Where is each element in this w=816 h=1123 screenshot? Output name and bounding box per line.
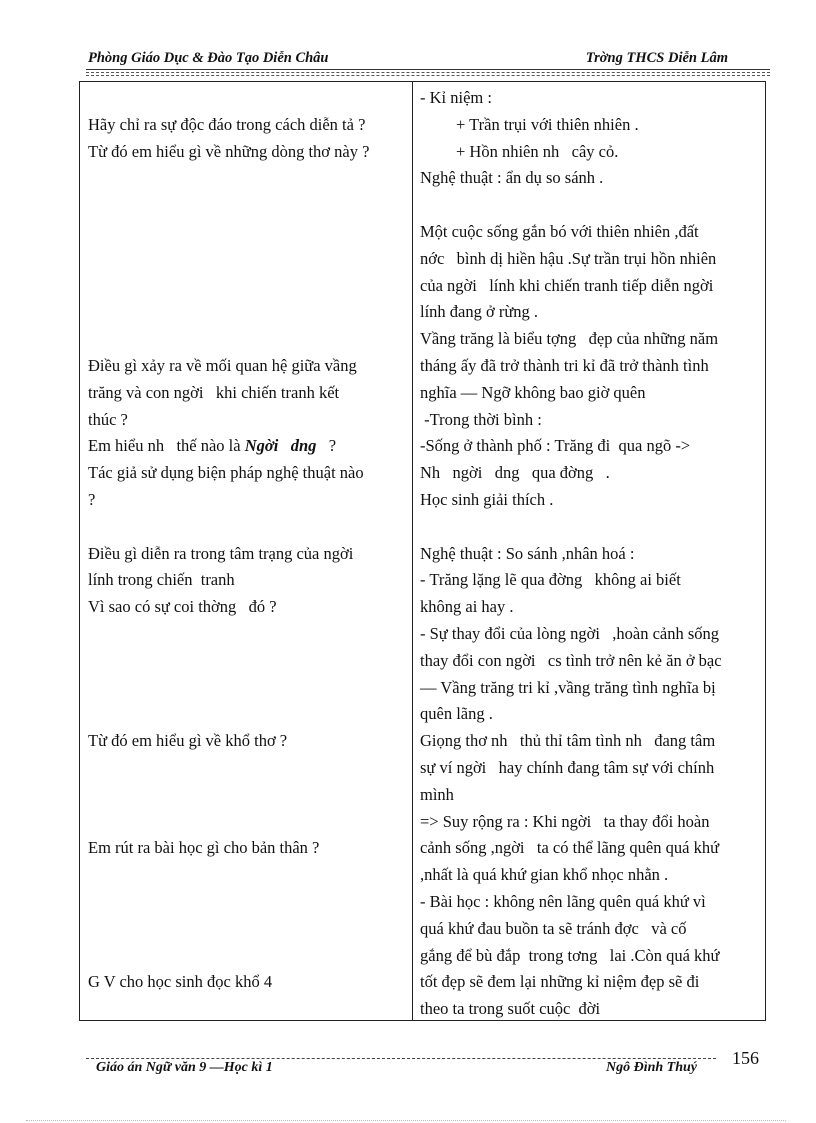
question-line: ? (88, 489, 96, 509)
question-line: Hãy chỉ ra sự độc đáo trong cách diễn tả ? (88, 114, 366, 134)
question-line: G V cho học sinh đọc khổ 4 (88, 972, 273, 992)
teacher-questions-column (88, 85, 406, 996)
answer-line: tháng ấy đã trở thành tri kỉ đã trở thành tình (420, 355, 709, 375)
question-line: Điều gì diễn ra trong tâm trạng của ngời (88, 543, 354, 563)
answer-line: Vầng trăng là biểu tợng đẹp của những năm (420, 329, 719, 349)
question-line: Tác giả sử dụng biện pháp nghệ thuật nào (88, 463, 364, 483)
page-number: 156 (732, 1048, 759, 1068)
answer-line: quá khứ đau buồn ta sẽ tránh đợc và cố (420, 918, 687, 938)
answer-line: nghĩa — Ngỡ không bao giờ quên (420, 382, 646, 402)
answer-line: Nghệ thuật : So sánh ,nhân hoá : (420, 543, 635, 563)
answer-line: tốt đẹp sẽ đem lại những kỉ niệm đẹp sẽ đi (420, 972, 700, 992)
answer-line: => Suy rộng ra : Khi ngời ta thay đổi hoàn (420, 811, 710, 831)
question-line: Em rút ra bài học gì cho bản thân ? (88, 838, 320, 858)
header-rule-dashed (86, 72, 770, 73)
question-line: lính trong chiến tranh (88, 570, 235, 590)
question-mark: ? (316, 436, 337, 456)
answer-line: thay đổi con ngời cs tình trở nên kẻ ăn ở bạc (420, 650, 722, 670)
question-line: Từ đó em hiểu gì về những dòng thơ này ? (88, 141, 370, 161)
footer-course-title: Giáo án Ngữ văn 9 —Học kì 1 (96, 1060, 273, 1075)
header-rule-dashed-2 (86, 75, 770, 76)
question-line: Vì sao có sự coi thờng đó ? (88, 597, 277, 617)
answer-line: + Hồn nhiên nh cây cỏ. (456, 141, 619, 161)
header-school-name: Trờng THCS Diễn Lâm (585, 50, 728, 66)
poem-title-emphasis: Ngời dng (244, 436, 317, 456)
answer-line: lính đang ở rừng . (420, 302, 539, 322)
answer-line: - Bài học : không nên lãng quên quá khứ vì (420, 891, 706, 911)
answer-line: - Kỉ niệm : (420, 88, 492, 107)
column-divider (412, 81, 413, 1021)
answer-line: nớc bình dị hiền hậu .Sự trần trụi hồn nhiên (420, 248, 717, 268)
question-line: Điều gì xảy ra về mối quan hệ giữa vầng (88, 355, 357, 375)
footer-author: Ngô Đình Thuý (606, 1060, 698, 1075)
answer-line: sự ví ngời hay chính đang tâm sự với chính (420, 757, 715, 777)
answer-line: gắng để bù đắp trong tơng lai .Còn quá khứ (420, 945, 720, 965)
question-line (88, 433, 406, 460)
answer-line: quên lãng . (420, 704, 493, 724)
answer-line: Nh ngời dng qua đờng . (420, 463, 610, 483)
answer-line: Học sinh giải thích . (420, 489, 554, 509)
answer-line: Một cuộc sống gắn bó với thiên nhiên ,đất (420, 221, 699, 241)
answer-line: + Trần trụi với thiên nhiên . (456, 114, 639, 134)
answer-line: -Trong thời bình : (420, 409, 542, 429)
answer-line: ,nhất là quá khứ gian khổ nhọc nhằn . (420, 865, 669, 885)
answer-line: không ai hay . (420, 597, 514, 617)
question-line: thúc ? (88, 409, 128, 429)
page-edge (26, 1120, 786, 1121)
answer-line: -Sống ở thành phố : Trăng đi qua ngõ -> (420, 436, 691, 456)
answer-line: mình (420, 784, 454, 804)
answer-line: Giọng thơ nh thủ thỉ tâm tình nh đang tâm (420, 731, 716, 751)
answer-line: Nghệ thuật : ẩn dụ so sánh . (420, 168, 604, 188)
answer-line: của ngời lính khi chiến tranh tiếp diễn ngời (420, 275, 714, 295)
answer-line: - Trăng lặng lẽ qua đờng không ai biết (420, 570, 681, 590)
answer-line: theo ta trong suốt cuộc đời (420, 999, 601, 1019)
question-text: Em hiểu nh thế nào là (88, 436, 245, 456)
question-line: trăng và con ngời khi chiến tranh kết (88, 382, 340, 402)
answers-column (420, 85, 762, 1023)
header-school-office: Phòng Giáo Dục & Đào Tạo Diễn Châu (88, 50, 329, 66)
answer-line: cảnh sống ,ngời ta có thể lãng quên quá khứ (420, 838, 720, 858)
header-rule (86, 69, 770, 70)
question-line: Từ đó em hiểu gì về khổ thơ ? (88, 731, 288, 751)
answer-line: - Sự thay đổi của lòng ngời ,hoàn cảnh sống (420, 623, 720, 643)
answer-line: — Vầng trăng tri kỉ ,vầng trăng tình nghĩa bị (420, 677, 716, 697)
footer-rule (86, 1058, 716, 1059)
